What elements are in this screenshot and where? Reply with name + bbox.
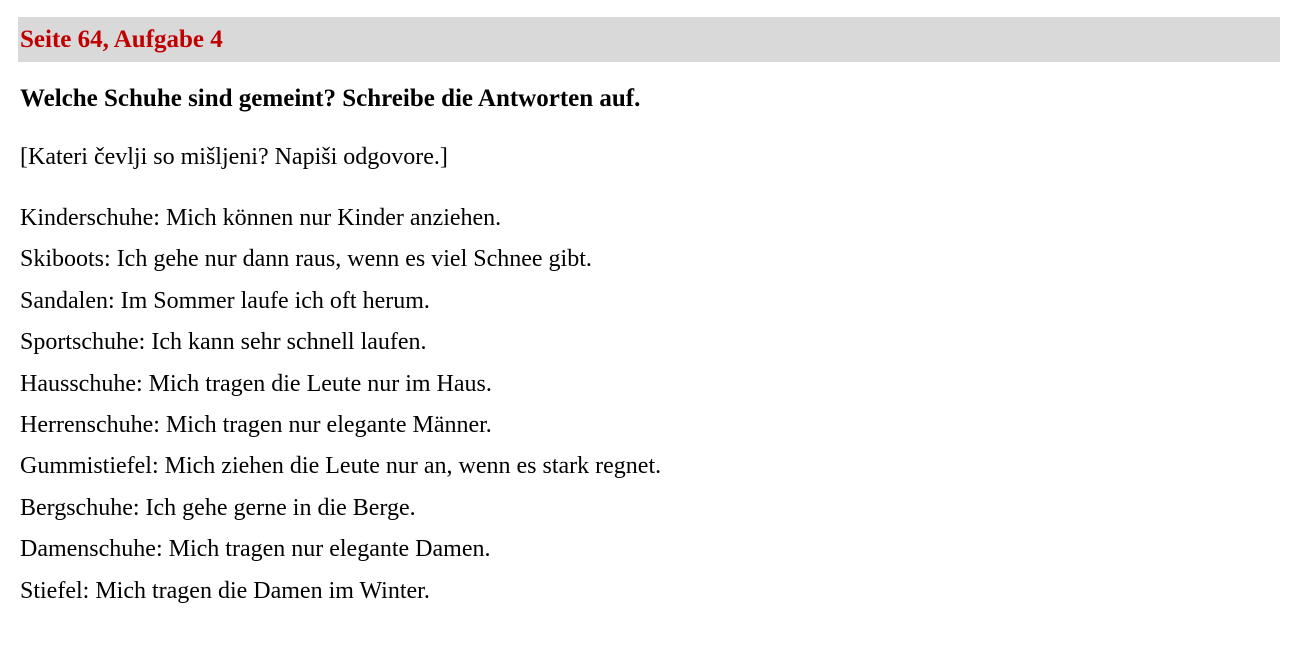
answer-item: Damenschuhe: Mich tragen nur elegante Damen. — [20, 536, 491, 563]
section-header-title: Seite 64, Aufgabe 4 — [20, 26, 223, 53]
answer-list — [20, 198, 661, 612]
answer-item: Hausschuhe: Mich tragen die Leute nur im Haus. — [20, 370, 492, 397]
task-instruction: Welche Schuhe sind gemeint? Schreibe die Antworten auf. — [20, 85, 641, 112]
section-header-band — [18, 17, 1280, 62]
answer-item: Sandalen: Im Sommer laufe ich oft herum. — [20, 287, 430, 314]
answer-item: Skiboots: Ich gehe nur dann raus, wenn es viel Schnee gibt. — [20, 246, 592, 273]
answer-item: Bergschuhe: Ich gehe gerne in die Berge. — [20, 494, 416, 521]
task-translation: [Kateri čevlji so mišljeni? Napiši odgovore.] — [20, 144, 448, 170]
answer-item: Sportschuhe: Ich kann sehr schnell laufen. — [20, 329, 427, 356]
answer-item: Herrenschuhe: Mich tragen nur elegante Männer. — [20, 411, 492, 438]
answer-item: Stiefel: Mich tragen die Damen im Winter. — [20, 577, 430, 604]
answer-item: Gummistiefel: Mich ziehen die Leute nur an, wenn es stark regnet. — [20, 453, 662, 480]
answer-item: Kinderschuhe: Mich können nur Kinder anziehen. — [20, 205, 502, 231]
